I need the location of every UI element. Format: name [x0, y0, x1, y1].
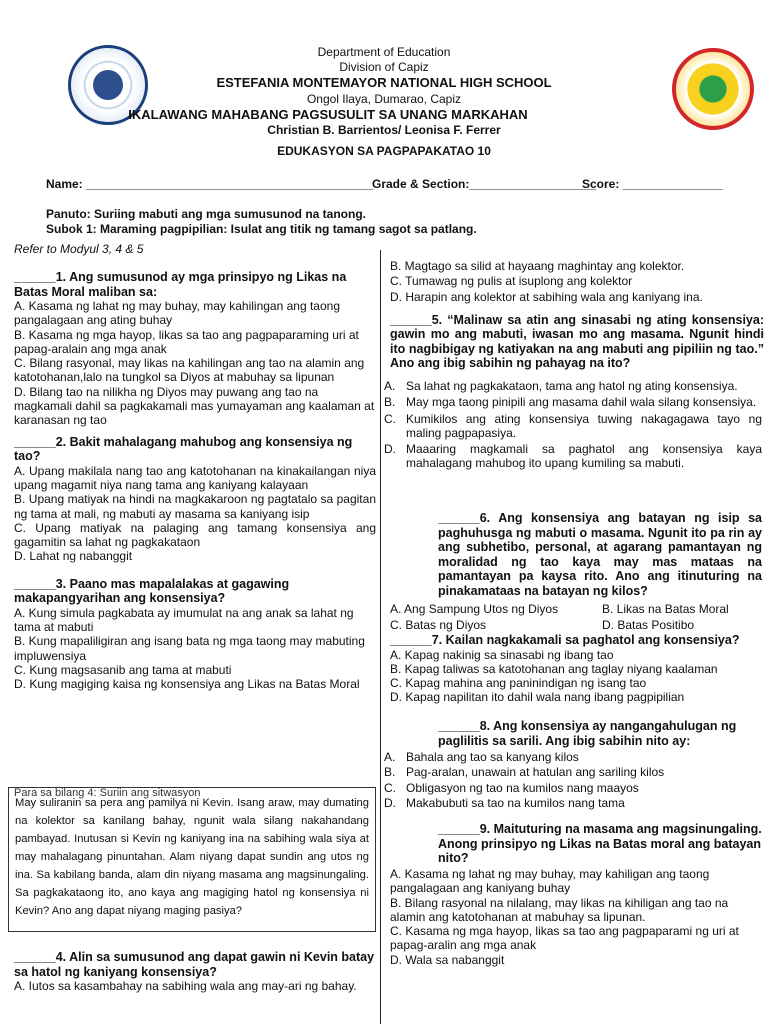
header-authors: Christian B. Barrientos/ Leonisa F. Ferrer [267, 123, 501, 137]
question-6: ______6. Ang konsensiya ang batayan ng isip sa paghuhusga ng mabuti o masama. Ngunit ito pa rin ay ang subhetibo, personal, at agarang pamantayan ng moralidad ng tao kaya may mas mataas na pamantayan pa kaysa rito. Ano ang itinuturing na pinakamataas na batayan ng kilos? [438, 511, 762, 598]
situation-text: May suliranin sa pera ang pamilya ni Kevin. Isang araw, may dumating na kolektor sa kanilang bahay, ngunit wala silang nakahandang pambayad. Inutusan si Kevin ng kaniyang ina na sabihing wala siya at may mahalagang pinuntahan. Alam niyang dapat sundin ang utos ng ina. Sa kabilang banda, alam din niyang masama ang magsinungaling. Sa pagkakataong ito, ano kaya ang magiging hatol ng konsensiya ni Kevin? Ano ang dapat niyang maging pasiya? [15, 797, 369, 917]
question-3-option-b: B. Kung mapaliligiran ang isang bata ng mga taong may mabuting impluwensiya [14, 634, 365, 663]
question-8-option-a: A. Bahala ang tao sa kanyang kilos [384, 750, 579, 764]
question-8-option-d: D. Makabubuti sa tao na kumilos nang tama [384, 795, 625, 810]
question-3: ______3. Paano mas mapalalakas at gagawing makapangyarihan ang konsensiya? [14, 576, 290, 606]
question-5-option-b: B. May mga taong pinipili ang masama dahil wala silang konsensiya. [384, 395, 757, 410]
question-9-option-b: B. Bilang rasyonal na nilalang, may likas na kihiligan ang tao na alamin ang katotohanan at mabuhay sa lipunan. [390, 895, 729, 924]
question-9-option-a: A. Kasama ng lahat ng may buhay, may kahiligan ang taong pangalagaan ang kaniyang buhay [390, 867, 710, 896]
question-4-option-a: A. Iutos sa kasambahay na sabihing wala ang may-ari ng bahay. [14, 979, 357, 993]
situation-label: Para sa bilang 4: Suriin ang sitwasyon [14, 787, 201, 799]
question-1: ______1. Ang sumusunod ay mga prinsipyo ng Likas na Batas Moral maliban sa: [14, 270, 347, 299]
question-1-option-b: B. Kasama ng mga hayop, likas sa tao ang pagpaparaming uri at papag-aralain ang mga anak [14, 327, 359, 356]
header-school: ESTEFANIA MONTEMAYOR NATIONAL HIGH SCHOOL [216, 75, 552, 90]
question-8: ______8. Ang konsensiya ay nangangahulugan ng paglilitis sa sarili. Ang ibig sabihin nito ay: [438, 719, 737, 748]
question-6-option-b: B. Likas na Batas Moral [602, 602, 729, 616]
panuto-text: Panuto: Suriing mabuti ang mga sumusunod na tanong. [46, 207, 366, 221]
question-1-option-d: D. Bilang tao na nilikha ng Diyos may puwang ang tao na magkamali dahil sa pagkakamali mas yumayaman ang kaalaman at karanasan ng tao [14, 384, 375, 428]
question-5-option-a: A. Sa lahat ng pagkakataon, tama ang hatol ng ating konsensiya. [384, 379, 738, 393]
question-2-option-b: B. Upang matiyak na hindi na magkakaroon ng pagtatalo sa pagitan ng tama at mali, ng mabuti ay masama sa kaniyang isip [14, 492, 376, 521]
question-7: ______7. Kailan nagkakamali sa paghatol ang konsensiya? [390, 633, 740, 647]
header-address: Ongol Ilaya, Dumarao, Capiz [306, 92, 462, 106]
question-2-option-c: C. Upang matiyak na palaging ang tamang konsensiya ang gagamitin sa lahat ng pagkakataon [14, 520, 376, 550]
score-field[interactable]: Score: _______________ [582, 177, 723, 191]
question-3-option-a: A. Kung simula pagkabata ay imumulat na ang anak sa lahat ng tama at mabuti [14, 605, 354, 635]
question-3-option-c: C. Kung magsasanib ang tama at mabuti [14, 662, 232, 677]
refer-text: Refer to Modyul 3, 4 & 5 [14, 242, 144, 256]
header-dept: Department of Education [317, 45, 451, 59]
question-9: ______9. Maituturing na masama ang magsinungaling. Anong prinsipyo ng Likas na Batas moral ang batayan nito? [438, 822, 762, 865]
question-3-option-d: D. Kung magiging kaisa ng konsensiya ang Likas na Batas Moral [14, 677, 360, 692]
question-4-option-d: D. Harapin ang kolektor at sabihing wala ang kaniyang ina. [390, 289, 703, 304]
situation-box [8, 787, 376, 932]
question-6-option-d: D. Batas Positibo [602, 618, 695, 632]
header-division: Division of Capiz [339, 60, 429, 74]
question-9-option-c: C. Kasama ng mga hayop, likas sa tao ang pagpaparami ng uri at papag-aralin ang mga anak [390, 924, 739, 953]
header-subject: EDUKASYON SA PAGPAPAKATAO 10 [277, 144, 491, 158]
question-4-option-b: B. Magtago sa silid at hayaang maghintay ang kolektor. [390, 259, 685, 273]
question-9-option-d: D. Wala sa nabanggit [390, 952, 505, 967]
question-6-option-c: C. Batas ng Diyos [390, 618, 487, 632]
question-4: ______4. Alin sa sumusunod ang dapat gawin ni Kevin batay sa hatol ng kaniyang konsensiya? [14, 950, 375, 979]
question-5-option-d: D. Maaaring magkamali sa paghatol ang konsensiya kaya mahalagang mahubog ito upang kumiling sa mabuti. [384, 442, 762, 471]
question-8-option-b: B. Pag-aralan, unawain at hatulan ang sariling kilos [384, 765, 665, 780]
question-5: ______5. “Malinaw sa atin ang sinasabi ng ating konsensiya: gawin mo ang mabuti, iwasan mo ang masama. Ngunit hindi ito nagbibigay ng katiyakan na ang mabuti ang pipiliin ng tao.” Ano ang ibig sabihin ng pahayag na ito? [390, 312, 764, 371]
question-7-option-b: B. Kapag taliwas sa katotohanan ang taglay niyang kaalaman [390, 661, 718, 676]
question-2-option-a: A. Upang makilala nang tao ang katotohanan na kinakailangan niya upang magamit niya nang tama ang kaniyang kalayaan [14, 463, 376, 492]
question-7-option-a: A. Kapag nakinig sa sinasabi ng ibang tao [390, 647, 614, 662]
question-4-option-c: C. Tumawag ng pulis at isuplong ang kolektor [390, 274, 633, 289]
question-5-option-c: C. Kumikilos ang ating konsensiya tuwing nakagagawa tayo ng maling pagpapasiya. [384, 411, 762, 440]
header-exam: IKALAWANG MAHABANG PAGSUSULIT SA UNANG MARKAHAN [128, 107, 528, 122]
question-1-option-a: A. Kasama ng lahat ng may buhay, may kahilingan ang taong pangalagaan ang ating buhay [14, 299, 340, 328]
subok-text: Subok 1: Maraming pagpipilian: Isulat ang titik ng tamang sagot sa patlang. [46, 222, 477, 236]
name-field[interactable]: Name: ___________________________________________ [46, 177, 373, 191]
question-6-option-a: A. Ang Sampung Utos ng Diyos [390, 602, 559, 616]
question-7-option-d: D. Kapag napilitan ito dahil wala nang ibang pagpipilian [390, 690, 685, 705]
question-8-option-c: C. Obligasyon ng tao na kumilos nang maayos [384, 780, 639, 795]
grade-section-field[interactable]: Grade & Section:___________________ [372, 177, 597, 191]
question-2-option-d: D. Lahat ng nabanggit [14, 549, 133, 564]
question-7-option-c: C. Kapag mahina ang paninindigan ng isang tao [390, 676, 647, 691]
question-5-options [384, 379, 762, 471]
question-1-option-c: C. Bilang rasyonal, may likas na kahilingan ang tao na alamin ang katotohanan,lalo na tungkol sa Diyos at mabuhay sa lipunan [14, 356, 365, 385]
column-divider [380, 250, 381, 1024]
question-8-options [384, 750, 762, 810]
question-2: ______2. Bakit mahalagang mahubog ang konsensiya ng tao? [14, 434, 353, 464]
